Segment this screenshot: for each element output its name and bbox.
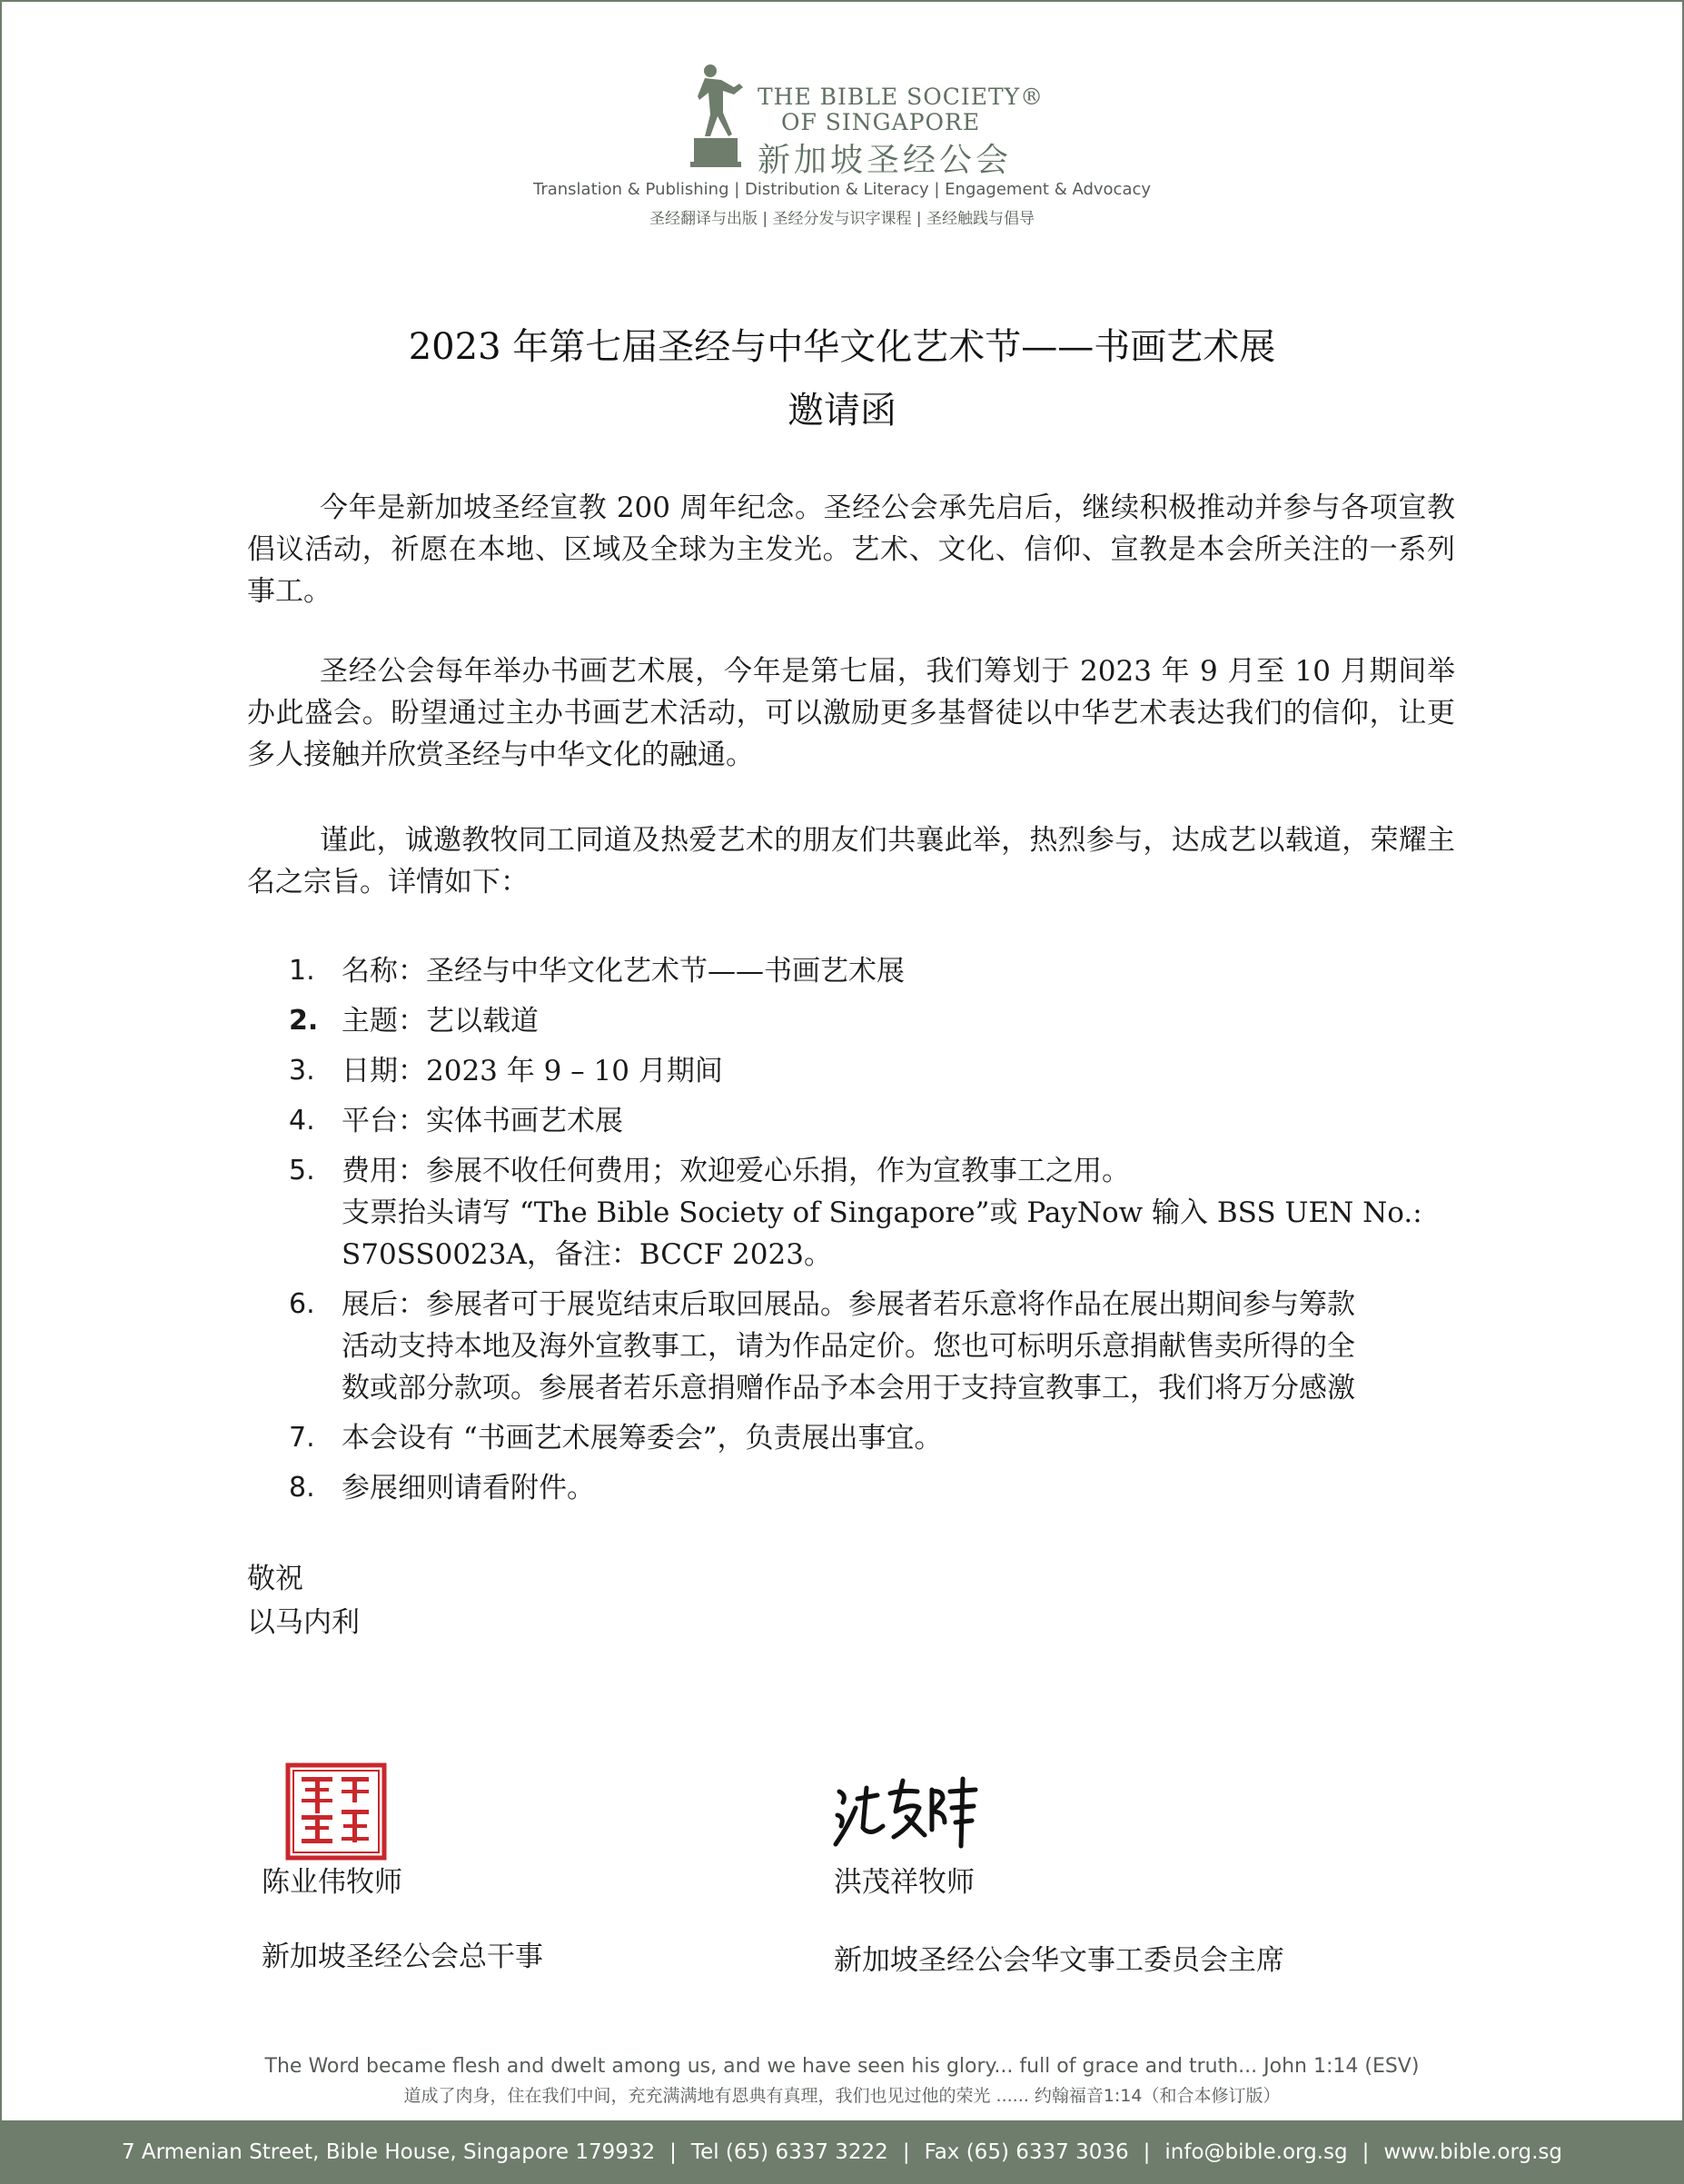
details-list bbox=[289, 950, 1461, 1517]
list-number: 4. bbox=[289, 1105, 315, 1137]
footer-verse-chinese: 道成了肉身，住在我们中间，充充满满地有恩典有真理，我们也见过他的荣光 ...... 约翰福音1:14（和合本修订版） bbox=[403, 2086, 1281, 2106]
list-item bbox=[289, 1467, 1461, 1509]
list-text: S70SS0023A，备注：BCCF 2023。 bbox=[342, 1238, 832, 1271]
bible-society-logo bbox=[683, 60, 1045, 179]
list-item bbox=[289, 1000, 1461, 1042]
footer-fax: Fax (65) 6337 3036 bbox=[924, 2140, 1129, 2164]
signatory-1-title: 新加坡圣经公会总干事 bbox=[262, 1941, 543, 1973]
list-text: 主题：艺以载道 bbox=[342, 1005, 539, 1037]
list-text: 活动支持本地及海外宣教事工，请为作品定价。您也可标明乐意捐献售卖所得的全 bbox=[342, 1330, 1355, 1363]
list-number: 6. bbox=[289, 1288, 315, 1320]
footer-separator: | bbox=[1143, 2140, 1151, 2164]
tagline-english: Translation & Publishing | Distribution & Literacy | Engagement & Advocacy bbox=[532, 180, 1152, 199]
list-item bbox=[289, 1050, 1461, 1092]
list-number: 1. bbox=[289, 955, 315, 987]
logo-english-line1: THE BIBLE SOCIETY® bbox=[758, 84, 1045, 110]
list-number: 5. bbox=[289, 1155, 315, 1186]
red-seal-stamp-icon bbox=[285, 1762, 387, 1861]
list-number: 7. bbox=[289, 1422, 315, 1454]
logo-english-line2: OF SINGAPORE bbox=[781, 109, 981, 135]
logo-chinese-name: 新加坡圣经公会 bbox=[758, 142, 1013, 179]
list-item bbox=[289, 1100, 1461, 1142]
list-text: 平台：实体书画艺术展 bbox=[342, 1105, 623, 1137]
footer-tel: Tel (65) 6337 3222 bbox=[690, 2140, 888, 2164]
signatory-2-title: 新加坡圣经公会华文事工委员会主席 bbox=[834, 1944, 1284, 1977]
handwritten-signature-icon bbox=[830, 1772, 985, 1850]
list-item bbox=[289, 1150, 1461, 1276]
list-text: 参展细则请看附件。 bbox=[342, 1472, 595, 1504]
list-text: 名称：圣经与中华文化艺术节——书画艺术展 bbox=[342, 955, 905, 988]
list-item bbox=[289, 950, 1461, 992]
document-subtitle: 邀请函 bbox=[788, 390, 896, 432]
footer-separator: | bbox=[902, 2140, 910, 2164]
footer-verse-english: The Word became flesh and dwelt among us, and we have seen his glory... full of grace and truth... John 1:14 (ESV) bbox=[264, 2055, 1420, 2078]
list-text: 本会设有 “书画艺术展筹委会”，负责展出事宜。 bbox=[342, 1422, 943, 1454]
closing-greeting: 敬祝 bbox=[247, 1563, 303, 1595]
list-number: 8. bbox=[289, 1472, 315, 1504]
footer-contact-bar bbox=[0, 2120, 1684, 2184]
tagline-chinese: 圣经翻译与出版 | 圣经分发与识字课程 | 圣经触践与倡导 bbox=[649, 210, 1035, 228]
footer-email-link[interactable]: info@bible.org.sg bbox=[1164, 2140, 1348, 2164]
document-title: 2023 年第七届圣经与中华文化艺术节——书画艺术展 bbox=[408, 326, 1276, 368]
footer-separator: | bbox=[1362, 2140, 1370, 2164]
list-text: 数或部分款项。参展者若乐意捐赠作品予本会用于支持宣教事工，我们将万分感激 bbox=[342, 1372, 1355, 1405]
list-text: 日期：2023 年 9 – 10 月期间 bbox=[342, 1055, 723, 1087]
paragraph-2: 圣经公会每年举办书画艺术展，今年是第七届，我们筹划于 2023 年 9 月至 10 月期间举办此盛会。盼望通过主办书画艺术活动，可以激励更多基督徒以中华艺术表达我们的信仰，让更多人接触并欣赏圣经与中华文化的融通。 bbox=[247, 655, 1455, 771]
sower-statue-icon bbox=[683, 60, 756, 169]
paragraph-3: 谨此，诚邀教牧同工同道及热爱艺术的朋友们共襄此举，热烈参与，达成艺以载道，荣耀主名之宗旨。详情如下： bbox=[247, 824, 1455, 898]
list-item bbox=[289, 1417, 1461, 1459]
list-text: 支票抬头请写 “The Bible Society of Singapore”或 PayNow 输入 BSS UEN No.: bbox=[342, 1196, 1422, 1229]
footer-website-link[interactable]: www.bible.org.sg bbox=[1383, 2140, 1563, 2164]
list-text: 展后：参展者可于展览结束后取回展品。参展者若乐意将作品在展出期间参与筹款 bbox=[342, 1288, 1355, 1321]
footer-separator: | bbox=[669, 2140, 677, 2164]
list-number: 2. bbox=[289, 1005, 319, 1037]
closing-blessing: 以马内利 bbox=[247, 1606, 360, 1639]
signatory-2-name: 洪茂祥牧师 bbox=[834, 1866, 975, 1899]
list-item bbox=[289, 1284, 1461, 1409]
list-number: 3. bbox=[289, 1055, 315, 1087]
footer-address: 7 Armenian Street, Bible House, Singapore 179932 bbox=[121, 2140, 656, 2164]
list-text: 费用：参展不收任何费用；欢迎爱心乐捐，作为宣教事工之用。 bbox=[342, 1155, 1130, 1187]
signatory-1-name: 陈业伟牧师 bbox=[262, 1866, 402, 1899]
paragraph-1: 今年是新加坡圣经宣教 200 周年纪念。圣经公会承先启后，继续积极推动并参与各项宣教倡议活动，祈愿在本地、区域及全球为主发光。艺术、文化、信仰、宣教是本会所关注的一系列事工。 bbox=[247, 491, 1455, 608]
